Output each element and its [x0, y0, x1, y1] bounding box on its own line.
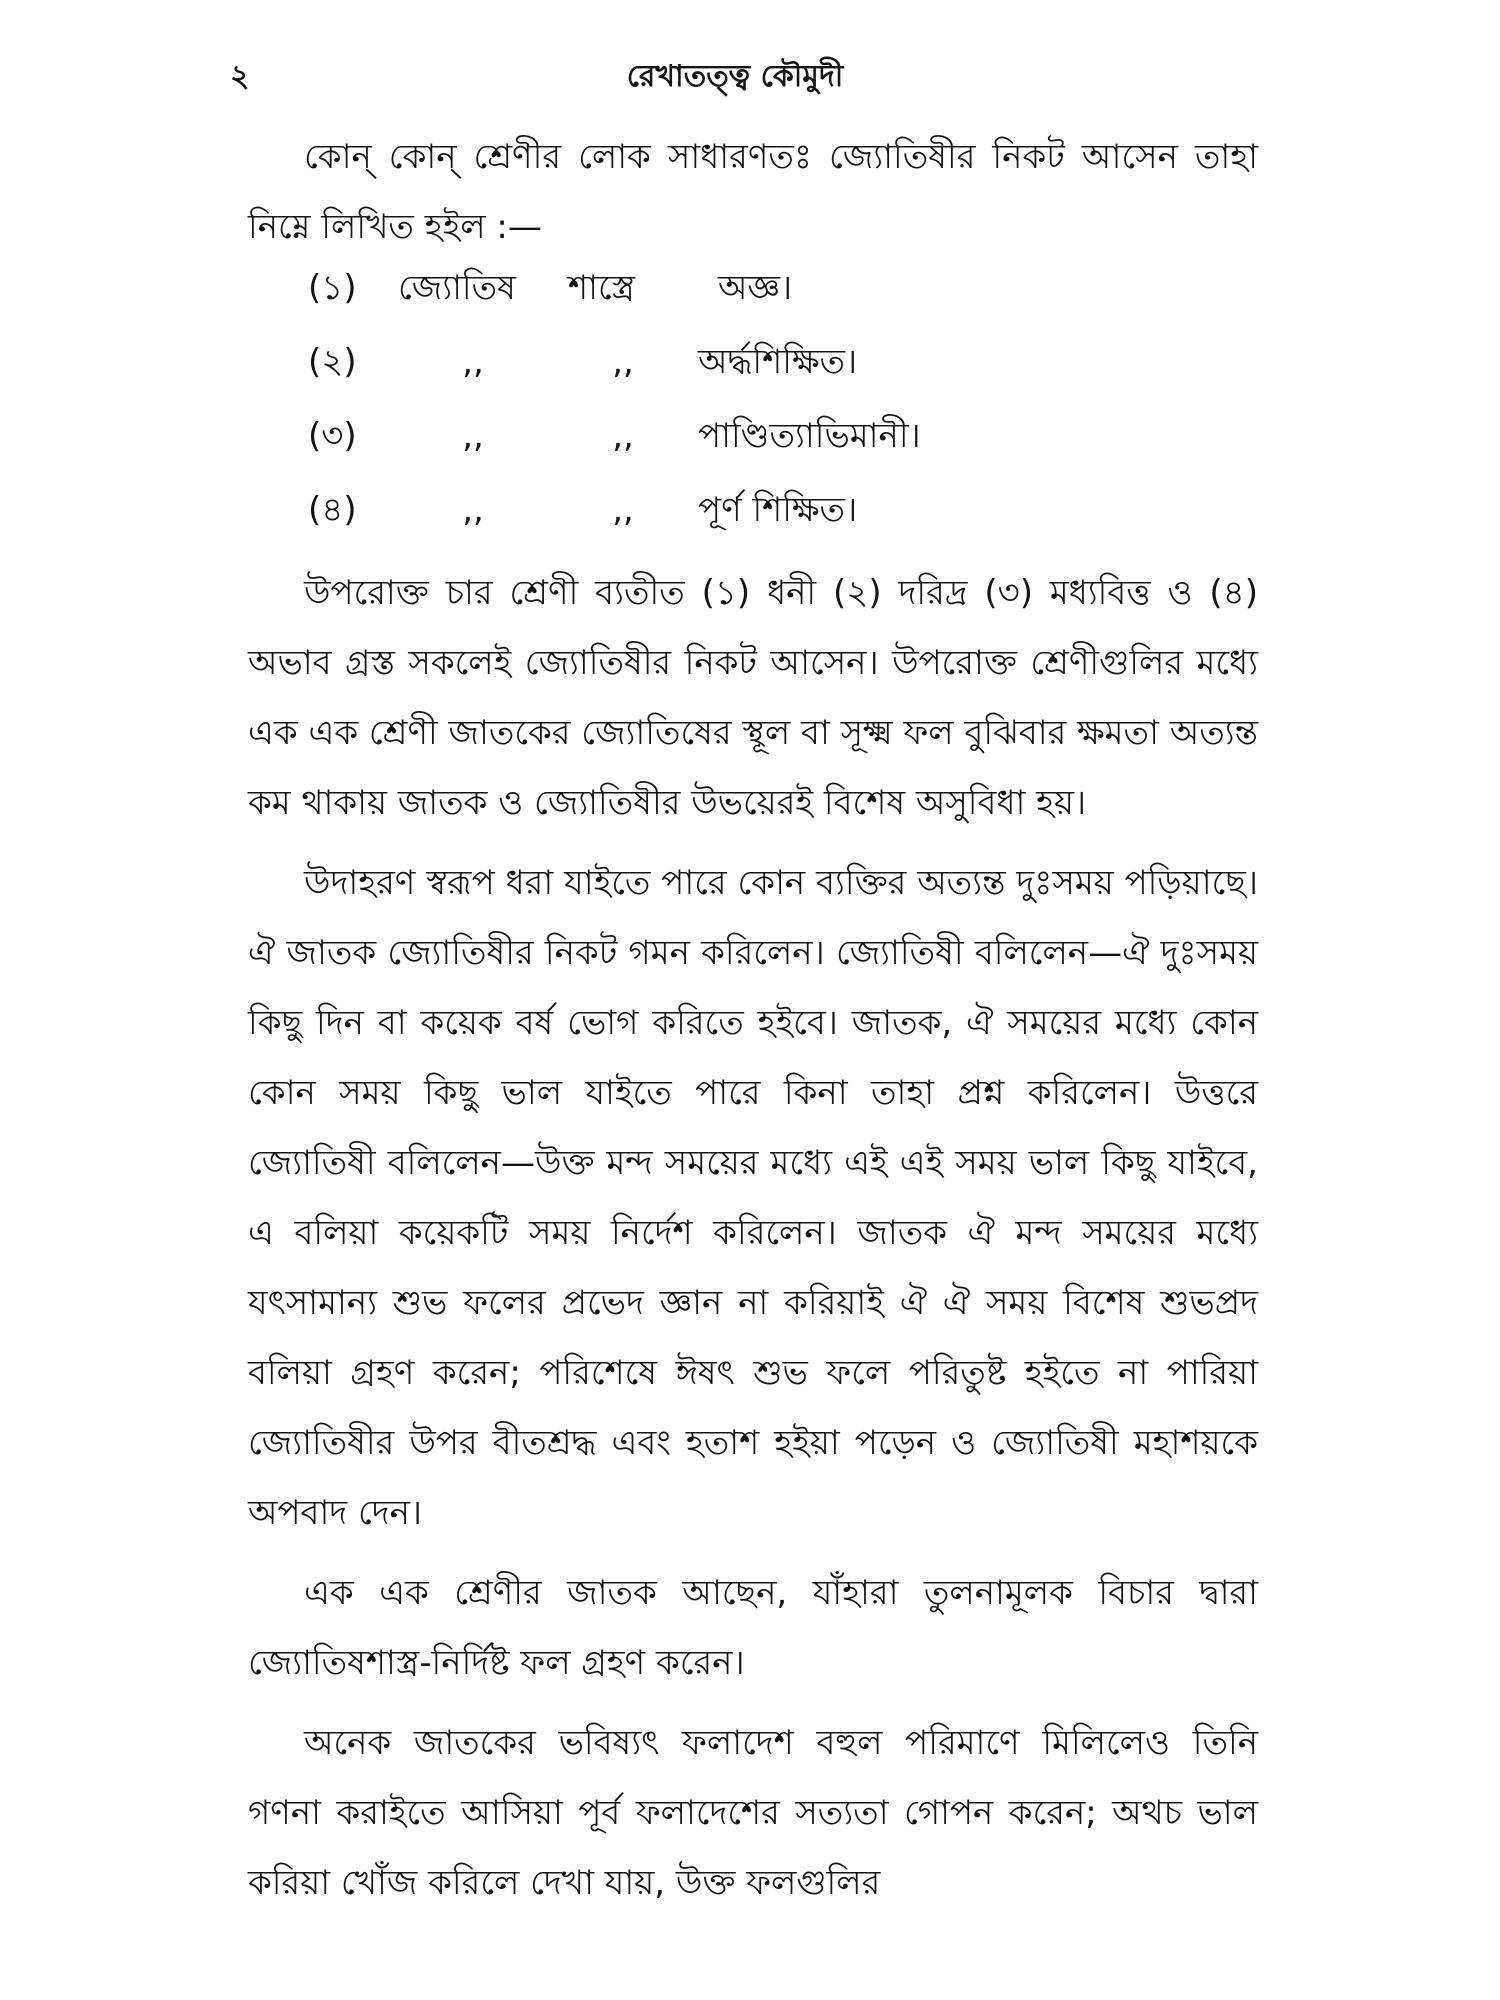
classes-paragraph: উপরোক্ত চার শ্রেণী ব্যতীত (১) ধনী (২) দরিদ্র (৩) মধ্যবিত্ত ও (৪) অভাব গ্রস্ত সকলেই জ্যোতিষীর নিকট আসেন। উপরোক্ত শ্রেণীগুলির মধ্যে এক এক শ্রেণী জাতকের জ্যোতিষের স্থূল বা সূক্ষ্ম ফল বুঝিবার ক্ষমতা অত্যন্ত কম থাকায় জাতক ও জ্যোতিষীর উভয়েরই বিশেষ অসুবিধা হয়।	[248, 573, 1258, 823]
list-number: (৩)	[308, 416, 357, 456]
concealing-paragraph: অনেক জাতকের ভবিষ্যৎ ফলাদেশ বহুল পরিমাণে মিলিলেও তিনি গণনা করাইতে আসিয়া পূর্ব ফলাদেশের সত্যতা গোপন করেন; অথচ ভাল করিয়া খোঁজ করিলে দেখা যায়, উক্ত ফলগুলির	[248, 1723, 1258, 1903]
ditto-mark: ,,	[612, 342, 634, 382]
ditto-mark: ,,	[612, 416, 634, 456]
list-item	[248, 262, 1258, 336]
ditto-mark: ,,	[612, 490, 634, 530]
reader-classes-list	[248, 262, 1258, 558]
list-number: (১)	[308, 268, 357, 308]
list-term: জ্যোতিষ	[398, 268, 516, 308]
list-item	[248, 484, 1258, 558]
comparative-paragraph: এক এক শ্রেণীর জাতক আছেন, যাঁহারা তুলনামূলক বিচার দ্বারা জ্যোতিষশাস্ত্র-নির্দিষ্ট ফল গ্রহণ করেন।	[248, 1573, 1258, 1683]
example-paragraph: উদাহরণ স্বরূপ ধরা যাইতে পারে কোন ব্যক্তির অত্যন্ত দুঃসময় পড়িয়াছে। ঐ জাতক জ্যোতিষীর নিকট গমন করিলেন। জ্যোতিষী বলিলেন—ঐ দুঃসময় কিছু দিন বা কয়েক বর্ষ ভোগ করিতে হইবে। জাতক, ঐ সময়ের মধ্যে কোন কোন সময় কিছু ভাল যাইতে পারে কিনা তাহা প্রশ্ন করিলেন। উত্তরে জ্যোতিষী বলিলেন—উক্ত মন্দ সময়ের মধ্যে এই এই সময় ভাল কিছু যাইবে, এ বলিয়া কয়েকটি সময় নির্দেশ করিলেন। জাতক ঐ মন্দ সময়ের মধ্যে যৎসামান্য শুভ ফলের প্রভেদ জ্ঞান না করিয়াই ঐ ঐ সময় বিশেষ শুভপ্রদ বলিয়া গ্রহণ করেন; পরিশেষে ঈষৎ শুভ ফলে পরিতুষ্ট হইতে না পারিয়া জ্যোতিষীর উপর বীতশ্রদ্ধ এবং হতাশ হইয়া পড়েন ও জ্যোতিষী মহাশয়কে অপবাদ দেন।	[248, 863, 1258, 1533]
list-text: পাণ্ডিত্যাভিমানী।	[698, 416, 921, 456]
running-title: রেখাতত্ত্ব কৌমুদী	[626, 59, 844, 94]
list-number: (২)	[308, 342, 357, 382]
ditto-mark: ,,	[462, 416, 484, 456]
list-text: পূর্ণ শিক্ষিত।	[698, 490, 858, 530]
list-term: শাস্ত্রে	[568, 268, 636, 308]
list-text: অজ্ঞ।	[718, 268, 793, 308]
list-item	[248, 336, 1258, 410]
intro-paragraph: কোন্ কোন্ শ্রেণীর লোক সাধারণতঃ জ্যোতিষীর নিকট আসেন তাহা নিম্নে লিখিত হইল :—	[248, 137, 1258, 247]
page-header	[210, 52, 1260, 102]
ditto-mark: ,,	[462, 342, 484, 382]
page-number: ২	[230, 59, 250, 94]
list-text: অর্দ্ধশিক্ষিত।	[698, 342, 858, 382]
ditto-mark: ,,	[462, 490, 484, 530]
list-number: (৪)	[308, 490, 357, 530]
page-body	[248, 122, 1258, 1918]
list-item	[248, 410, 1258, 484]
